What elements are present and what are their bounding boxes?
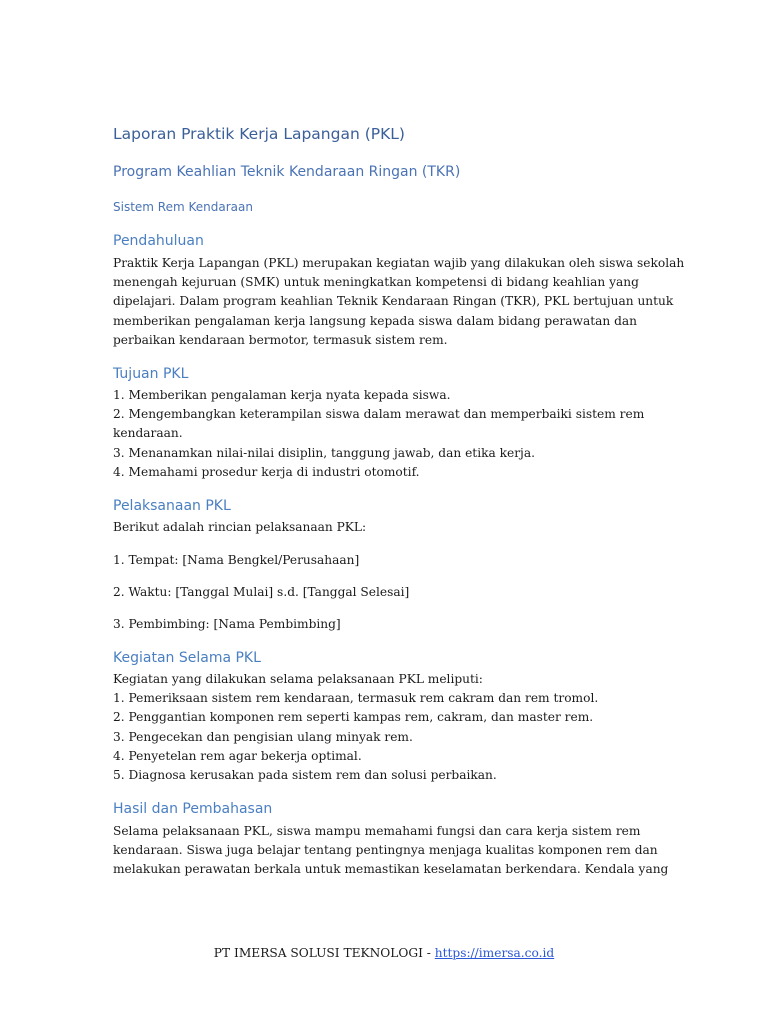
list-item: 2. Mengembangkan keterampilan siswa dalam merawat dan memperbaiki sistem rem [113,407,645,422]
document-title: Laporan Praktik Kerja Lapangan (PKL) [113,125,405,143]
list-item: 4. Penyetelan rem agar bekerja optimal. [113,748,362,763]
pelaksanaan-intro: Berikut adalah rincian pelaksanaan PKL: [113,520,367,534]
paragraph-line: Praktik Kerja Lapangan (PKL) merupakan kegiatan wajib yang dilakukan oleh siswa sekolah [113,256,685,270]
topic-heading: Sistem Rem Kendaraan [113,200,253,214]
paragraph-line: memberikan pengalaman kerja langsung kepada siswa dalam bidang perawatan dan [113,313,638,328]
paragraph-line: perbaikan kendaraan bermotor, termasuk sistem rem. [113,332,448,347]
section-heading-tujuan: Tujuan PKL [113,366,189,382]
list-item: 3. Pembimbing: [Nama Pembimbing] [113,617,341,631]
paragraph-line: kendaraan. Siswa juga belajar tentang pentingnya menjaga kualitas komponen rem dan [113,843,658,858]
list-item: 2. Penggantian komponen rem seperti kampas rem, cakram, dan master rem. [113,710,594,725]
footer-company: PT IMERSA SOLUSI TEKNOLOGI - [213,946,435,960]
list-item: 2. Waktu: [Tanggal Mulai] s.d. [Tanggal Selesai] [113,585,410,599]
footer-link[interactable]: https://imersa.co.id [434,946,555,960]
list-item: 5. Diagnosa kerusakan pada sistem rem dan solusi perbaikan. [113,768,497,783]
paragraph-line: dipelajari. Dalam program keahlian Teknik Kendaraan Ringan (TKR), PKL bertujuan untuk [113,294,674,309]
section-heading-pendahuluan: Pendahuluan [113,233,204,249]
hasil-paragraph [113,822,669,880]
paragraph-line: menengah kejuruan (SMK) untuk meningkatkan kompetensi di bidang keahlian yang [113,275,639,290]
paragraph-line: Selama pelaksanaan PKL, siswa mampu memahami fungsi dan cara kerja sistem rem [113,824,641,838]
kegiatan-list [113,670,658,785]
paragraph-line: Kegiatan yang dilakukan selama pelaksanaan PKL meliputi: [113,672,483,686]
pendahuluan-paragraph [113,254,685,350]
section-heading-kegiatan: Kegiatan Selama PKL [113,650,261,666]
list-item: kendaraan. [113,426,183,441]
list-item: 1. Memberikan pengalaman kerja nyata kepada siswa. [113,388,451,402]
list-item: 3. Pengecekan dan pengisian ulang minyak rem. [113,729,413,744]
list-item: 1. Tempat: [Nama Bengkel/Perusahaan] [113,553,360,567]
list-item: 4. Memahami prosedur kerja di industri otomotif. [113,464,420,479]
page-footer [0,946,768,960]
tujuan-list [113,386,658,482]
paragraph-line: melakukan perawatan berkala untuk memastikan keselamatan berkendara. Kendala yang [113,862,669,877]
section-heading-pelaksanaan: Pelaksanaan PKL [113,498,231,514]
section-heading-hasil: Hasil dan Pembahasan [113,801,273,817]
list-item: 1. Pemeriksaan sistem rem kendaraan, termasuk rem cakram dan rem tromol. [113,691,599,706]
list-item: 3. Menanamkan nilai-nilai disiplin, tanggung jawab, dan etika kerja. [113,445,535,460]
program-heading: Program Keahlian Teknik Kendaraan Ringan (TKR) [113,164,461,180]
